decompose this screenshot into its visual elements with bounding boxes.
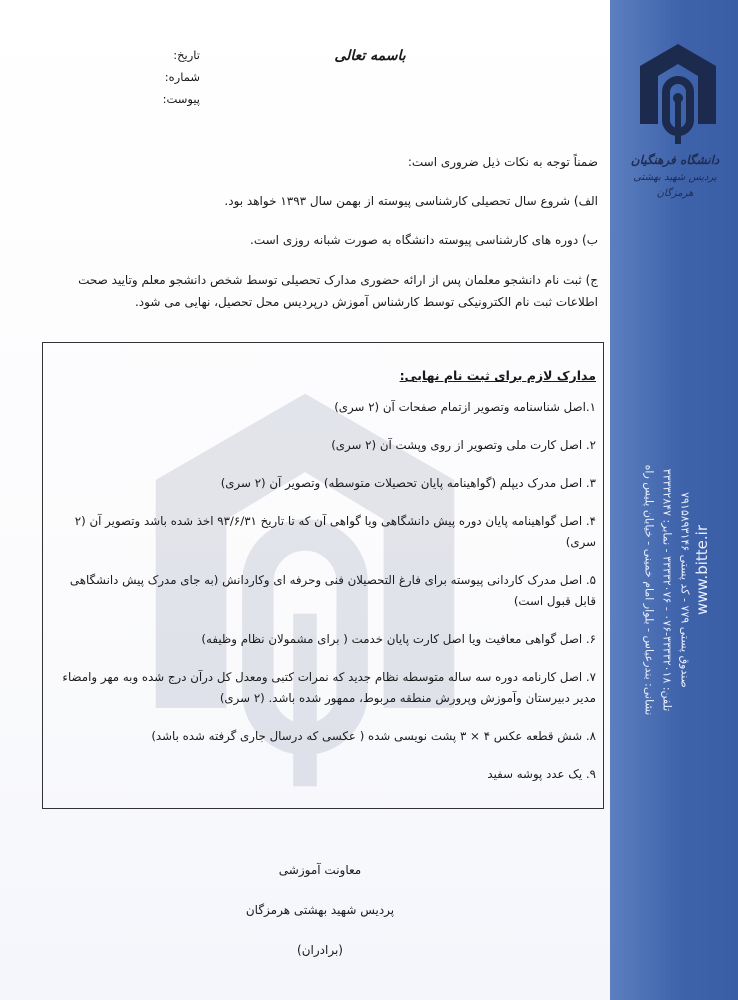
- requirement-item: ۸. شش قطعه عکس ۴ × ۳ پشت نویسی شده ( عکسی که درسال جاری گرفته شده باشد): [151, 729, 596, 743]
- contact-line: صندوق پستی ۷۷۹ - کد پستی ۷۹۱۵۸۹۳۱۴۶: [678, 492, 692, 688]
- university-name-line2: پردیس شهید بهشتی هرمزگان: [633, 172, 717, 199]
- requirement-item: ۷. اصل کارنامه دوره سه ساله متوسطه نظام جدید که نمرات کتبی ومعدل کل درآن درج شده وبه مهر وامضاء مدیر دبیرستان وآموزش وپرورش منطقه مربوط، ممهور شده باشد. (۲ سری): [62, 670, 596, 705]
- attachment-label: پیوست:: [162, 92, 200, 106]
- requirements-title: مدارک لازم برای ثبت نام نهایی:: [399, 368, 596, 383]
- website-url-wrap: [690, 500, 714, 640]
- bismillah-heading: باسمه تعالی: [334, 48, 406, 64]
- notes-intro: ضمناً توجه به نکات ذیل ضروری است:: [407, 155, 598, 169]
- requirement-item: ۲. اصل کارت ملی وتصویر از روی وپشت آن (۲ سری): [331, 438, 596, 452]
- university-name-line1: دانشگاه فرهنگیان: [630, 153, 720, 167]
- contact-line: نشانی: بندرعباس - بلوار امام خمینی - خیابان پلیس راه: [642, 464, 656, 716]
- requirements-list: [52, 368, 596, 802]
- university-name: [614, 150, 736, 202]
- requirement-item: ۳. اصل مدرک دیپلم (گواهینامه پایان تحصیلات متوسطه) وتصویر آن (۲ سری): [220, 476, 596, 490]
- notes-section: [40, 152, 598, 332]
- signature-title: معاونت آموزشی: [278, 863, 362, 877]
- signature-campus: پردیس شهید بهشتی هرمزگان: [245, 903, 395, 917]
- note-item: ب) دوره های کارشناسی پیوسته دانشگاه به صورت شبانه روزی است.: [250, 233, 598, 247]
- contact-line: تلفن: ۳۳۳۳۲۰۱۸-۰۷۶ - ۳۳۳۳۲۰۷۶ - نمابر: ۳۳۳۳۲۸۴۷: [660, 468, 674, 712]
- signature-note: (برادران): [297, 943, 343, 957]
- requirement-item: ۵. اصل مدرک کاردانی پیوسته برای فارغ التحصیلان فنی وحرفه ای وکاردانش (به جای مدرک پیش دانشگاهی قابل قبول است): [69, 573, 596, 608]
- date-label: تاریخ:: [173, 48, 200, 62]
- letter-meta: [120, 44, 200, 110]
- website-url: www.bitte.ir: [693, 525, 711, 615]
- note-item: الف) شروع سال تحصیلی کارشناسی پیوسته از بهمن سال ۱۳۹۳ خواهد بود.: [224, 194, 598, 208]
- requirement-item: ۱.اصل شناسنامه وتصویر ازتمام صفحات آن (۲ سری): [334, 400, 596, 414]
- university-logo-icon: [636, 40, 720, 148]
- requirement-item: ۹. یک عدد پوشه سفید: [487, 767, 596, 781]
- requirement-item: ۶. اصل گواهی معافیت ویا اصل کارت پایان خدمت ( برای مشمولان نظام وظیفه): [201, 632, 596, 646]
- number-label: شماره:: [164, 70, 200, 84]
- note-item: ج) ثبت نام دانشجو معلمان پس از ارائه حضوری مدارک تحصیلی توسط شخص دانشجو معلم وتایید صحت اطلاعات ثبت نام الکترونیکی توسط کارشناس آموزش درپردیس محل تحصیل، نهایی می شود.: [78, 273, 598, 309]
- requirement-item: ۴. اصل گواهینامه پایان دوره پیش دانشگاهی ویا گواهی آن که تا تاریخ ۹۳/۶/۳۱ اخذ شده باشد وتصویر آن (۲ سری): [74, 514, 596, 549]
- signature-block: [200, 850, 440, 970]
